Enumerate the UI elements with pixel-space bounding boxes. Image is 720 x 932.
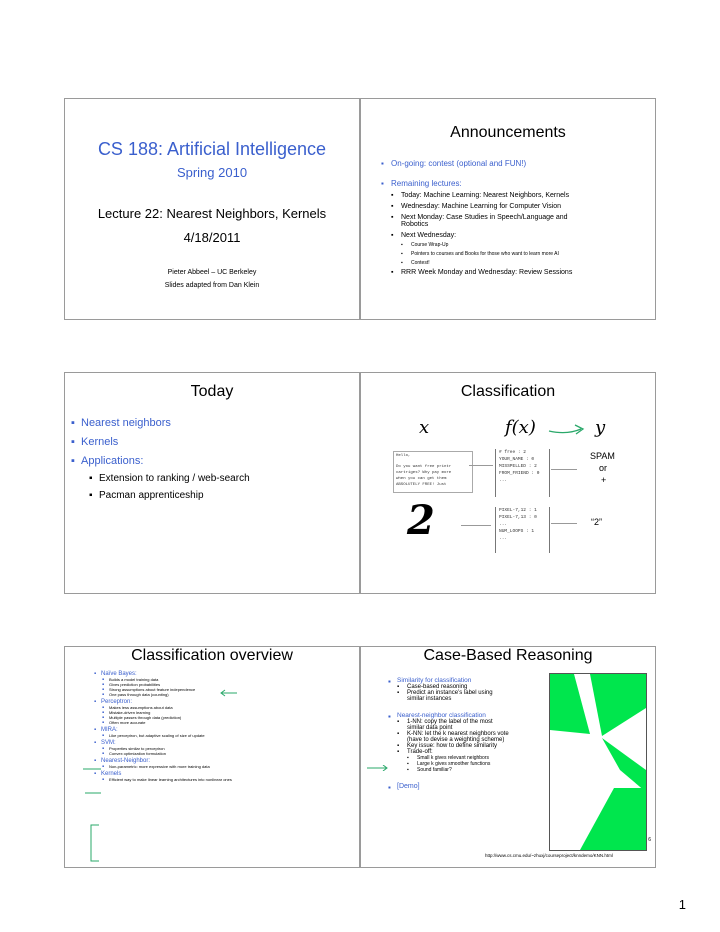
annotation-arrow-icon bbox=[365, 765, 391, 771]
slide-title-today: Today bbox=[190, 383, 234, 400]
list-item: ▪ Nearest neighbors bbox=[81, 417, 351, 429]
handwritten-digit: 2 bbox=[407, 497, 435, 544]
green-arrow-icon bbox=[547, 423, 587, 439]
list-item: ▪ Pointers to courses and Books for those who want to learn more AI bbox=[411, 251, 653, 257]
group-item: ▪ Mistake-driven learning bbox=[109, 710, 351, 715]
group-item: ▪ Convex optimization formulation bbox=[109, 751, 351, 756]
list-item: ▪ Case-based reasoning bbox=[407, 684, 545, 690]
today-list bbox=[81, 417, 351, 501]
or-label: or bbox=[599, 463, 608, 473]
list-item: ▪ Course Wrap-Up bbox=[411, 242, 653, 248]
list-item: ▪ Nearest-neighbor classification bbox=[397, 712, 545, 719]
slide-classification bbox=[360, 372, 656, 594]
plus-label: + bbox=[601, 475, 607, 485]
list-item: ▪ Pacman apprenticeship bbox=[99, 490, 351, 501]
demo-url[interactable]: http://www.cs.cmu.edu/~zhuxj/courseproject/knndemo/KNN.html bbox=[485, 853, 613, 858]
spam-label: SPAM bbox=[590, 451, 615, 461]
slide-title-cbr: Case-Based Reasoning bbox=[423, 647, 593, 664]
list-item: ▪ Similarity for classification bbox=[397, 677, 545, 684]
feature-line: FROM_FRIEND : 0 bbox=[499, 471, 540, 476]
list-item: ▪ RRR Week Monday and Wednesday: Review Sessions bbox=[401, 269, 653, 276]
feature-line: PIXEL-7,12 : 1 bbox=[499, 508, 537, 513]
group-item: ▪ Efficient way to make linear learning architectures into nonlinear ones bbox=[109, 777, 351, 782]
feature-line: # free : 2 bbox=[499, 450, 527, 455]
list-item: ▪ Next Wednesday: bbox=[401, 232, 653, 239]
y-symbol: y bbox=[595, 417, 606, 438]
email-line: Do you want free printr bbox=[396, 465, 452, 469]
group-head: ▪ Naïve Bayes: bbox=[101, 671, 351, 677]
slide-title-announcements: Announcements bbox=[450, 124, 566, 141]
lecture-title: Lecture 22: Nearest Neighbors, Kernels bbox=[97, 206, 327, 221]
slide-today bbox=[64, 372, 360, 594]
cbr-list bbox=[397, 677, 545, 790]
slide-number: 6 bbox=[648, 837, 651, 843]
slide-classification-overview bbox=[64, 646, 360, 868]
group-head: ▪ MIRA: bbox=[101, 727, 351, 733]
list-item: ▪ Large k gives smoother functions bbox=[417, 761, 545, 767]
group-head: ▪ Perceptron: bbox=[101, 699, 351, 705]
email-line: ABSOLUTELY FREE! Just bbox=[396, 483, 447, 487]
group-head: ▪ Kernels bbox=[101, 771, 351, 777]
feature-line: YOUR_NAME : 0 bbox=[499, 457, 535, 462]
digit-output-arrow bbox=[551, 523, 577, 524]
list-item: ▪ Extension to ranking / web-search bbox=[99, 473, 351, 484]
group-item: ▪ Builds a model training data bbox=[109, 677, 351, 682]
list-item: ▪ Kernels bbox=[81, 436, 351, 448]
page-number: 1 bbox=[678, 897, 686, 912]
annotation-arrow-icon bbox=[219, 689, 241, 697]
list-item: ▪ Trade-off: bbox=[407, 749, 545, 755]
list-item: similar instances bbox=[407, 696, 452, 702]
group-item: ▪ Properties similar to perceptron bbox=[109, 746, 351, 751]
group-item: ▪ Non-parametric: more expressive with more training data bbox=[109, 764, 351, 769]
list-item: (have to devise a weighting scheme) bbox=[407, 737, 505, 743]
slide-title-overview: Classification overview bbox=[131, 647, 293, 664]
fx-symbol: f(x) bbox=[505, 417, 536, 438]
slide-title-classification: Classification bbox=[460, 383, 556, 400]
slide-case-based-reasoning bbox=[360, 646, 656, 868]
list-item: ▪ Remaining lectures: bbox=[391, 179, 653, 188]
list-item: ▪ Applications: bbox=[81, 455, 351, 467]
email-output-arrow bbox=[551, 469, 577, 470]
list-item: ▪ On-going: contest (optional and FUN!) bbox=[391, 159, 653, 168]
group-item: ▪ Makes less assumptions about data bbox=[109, 705, 351, 710]
feature-line: ... bbox=[499, 536, 508, 541]
list-item: similar data point bbox=[407, 725, 453, 731]
digit-feature-vector bbox=[495, 507, 550, 553]
digit-label: “2” bbox=[591, 517, 602, 527]
knn-decision-boundary-plot bbox=[549, 673, 647, 851]
list-item: ▪ K-NN: let the k nearest neighbors vote bbox=[407, 731, 545, 737]
group-item: ▪ Gives prediction probabilities bbox=[109, 682, 351, 687]
email-feature-vector bbox=[495, 449, 550, 497]
group-head: ▪ SVM: bbox=[101, 740, 351, 746]
email-arrow-icon bbox=[469, 465, 493, 466]
list-item: ▪ Sound familiar? bbox=[417, 767, 545, 773]
email-line: when you can get them bbox=[396, 477, 447, 481]
feature-line: MISSPELLED : 2 bbox=[499, 464, 537, 469]
email-line: cartriges? Why pay more bbox=[396, 471, 452, 475]
group-item: ▪ Often more accurate bbox=[109, 720, 351, 725]
overview-list bbox=[101, 671, 351, 782]
slide-announcements bbox=[360, 98, 656, 320]
group-item: ▪ One pass through data (counting) bbox=[109, 692, 351, 697]
feature-line: ... bbox=[499, 478, 508, 483]
email-line: Hello, bbox=[396, 454, 411, 458]
list-item: ▪ Wednesday: Machine Learning for Computer Vision bbox=[401, 203, 653, 210]
list-item: ▪ 1-NN: copy the label of the most bbox=[407, 719, 545, 725]
x-symbol: x bbox=[419, 417, 430, 438]
list-item: Robotics bbox=[401, 221, 429, 228]
lecture-date: 4/18/2011 bbox=[183, 230, 241, 245]
feature-line: ... bbox=[499, 522, 508, 527]
group-item: ▪ Multiple passes through data (prediction) bbox=[109, 715, 351, 720]
slide-title bbox=[64, 98, 360, 320]
email-text-box bbox=[393, 451, 473, 493]
annotation-bracket-icon bbox=[81, 765, 103, 865]
list-item: ▪ [Demo] bbox=[397, 783, 545, 790]
group-item: ▪ Strong assumptions about feature independence bbox=[109, 687, 351, 692]
list-item: ▪ Next Monday: Case Studies in Speech/Language and bbox=[401, 214, 653, 221]
course-title: CS 188: Artificial Intelligence bbox=[97, 139, 327, 159]
announcement-list bbox=[391, 159, 653, 276]
list-item: ▪ Today: Machine Learning: Nearest Neighbors, Kernels bbox=[401, 192, 653, 199]
list-item: ▪ Predict an instance’s label using bbox=[407, 690, 545, 696]
feature-line: PIXEL-7,13 : 0 bbox=[499, 515, 537, 520]
feature-line: NUM_LOOPS : 1 bbox=[499, 529, 535, 534]
credit: Slides adapted from Dan Klein bbox=[164, 282, 260, 289]
list-item: ▪ Key issue: how to define similarity bbox=[407, 743, 545, 749]
course-term: Spring 2010 bbox=[176, 165, 248, 180]
digit-arrow-icon bbox=[461, 525, 491, 526]
group-head: ▪ Nearest-Neighbor: bbox=[101, 758, 351, 764]
author: Pieter Abbeel – UC Berkeley bbox=[167, 269, 257, 276]
list-item: ▪ Small k gives relevant neighbors bbox=[417, 755, 545, 761]
group-item: ▪ Like perceptron, but adaptive scaling of size of update bbox=[109, 733, 351, 738]
list-item: ▪ Contest! bbox=[411, 260, 653, 266]
